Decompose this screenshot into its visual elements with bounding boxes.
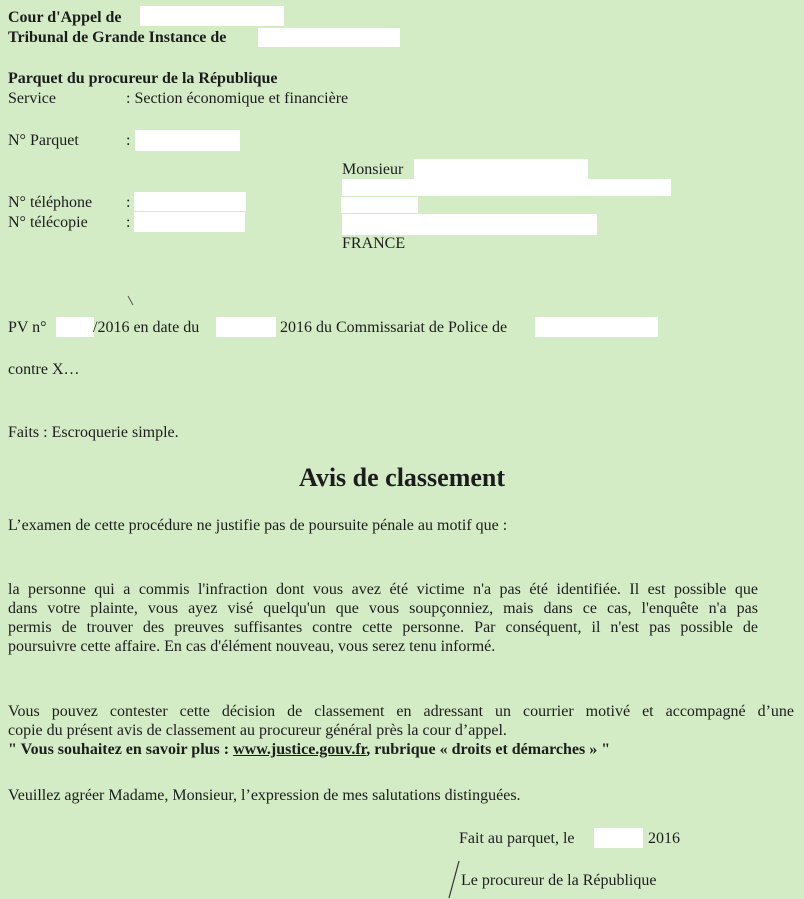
contest-paragraph [8,702,794,759]
service-label: Service [8,90,56,107]
redacted-recipient-city [342,214,597,235]
against-line: contre X… [8,361,80,378]
reason-line-4: poursuivre cette affaire. En cas d'élément nouveau, vous serez tenu informé. [8,638,496,655]
contest-line-1: Vous pouvez contester cette décision de classement en adressant un courrier motivé et accompagné d’une [8,703,794,720]
phone-separator: : [126,194,131,211]
redacted-parquet-number [135,130,240,151]
facts-line: Faits : Escroquerie simple. [8,424,179,441]
redacted-phone-number [134,192,246,211]
info-suffix: , rubrique « droits et démarches » " [366,741,611,758]
redacted-recipient-postcode [341,197,418,213]
fax-label: N° télécopie [8,214,88,231]
parquet-heading: Parquet du procureur de la République [8,70,278,87]
redacted-commissariat-city [535,317,658,337]
redacted-tribunal-name [258,28,400,47]
parquet-number-separator: : [126,132,131,149]
parquet-number-label: N° Parquet [8,132,79,149]
reason-line-1: la personne qui a commis l'infraction dont vous avez été victime n'a pas été identifiée. Il est possible que [8,581,758,598]
phone-label: N° téléphone [8,194,93,211]
service-value: : Section économique et financière [126,90,349,107]
reason-line-2: dans votre plainte, vous ayez visé quelqu'un que vous soupçonniez, mais dans ce cas, l'enquête n'a pas [8,600,758,617]
signatory-title: Le procureur de la République [461,872,657,889]
redacted-pv-number [56,317,94,337]
redacted-court-name [140,6,284,26]
redacted-signature-date [594,828,643,848]
intro-line: L’examen de cette procédure ne justifie pas de poursuite pénale au motif que : [8,517,508,534]
pv-commissariat: 2016 du Commissariat de Police de [280,319,508,336]
reason-line-3: permis de trouver des preuves suffisantes contre cette personne. Par conséquent, il n'est pas possible de [8,619,758,636]
recipient-salutation: Monsieur [342,161,404,178]
redacted-recipient-name [414,159,588,179]
info-prefix: " Vous souhaitez en savoir plus : [8,741,234,758]
recipient-country: FRANCE [342,235,406,252]
signature-year: 2016 [648,830,680,847]
fax-separator: : [126,214,131,231]
tribunal-label: Tribunal de Grande Instance de [8,29,227,46]
signature-place-prefix: Fait au parquet, le [459,830,575,847]
redacted-fax-number [134,212,245,232]
stray-mark [124,294,136,308]
notice-title: Avis de classement [298,463,506,492]
justice-website-link[interactable]: www.justice.gouv.fr [233,741,367,758]
pv-year-date: /2016 en date du [93,319,200,336]
redacted-pv-date [216,317,276,337]
reason-paragraph [8,580,758,656]
court-label: Cour d'Appel de [8,9,122,26]
info-line [8,740,794,759]
closing-line: Veuillez agréer Madame, Monsieur, l’expression de mes salutations distinguées. [8,787,521,804]
contest-line-2: copie du présent avis de classement au procureur général près la cour d’appel. [8,722,507,739]
redacted-recipient-address-line [342,179,671,196]
pv-prefix: PV n° [8,319,47,336]
